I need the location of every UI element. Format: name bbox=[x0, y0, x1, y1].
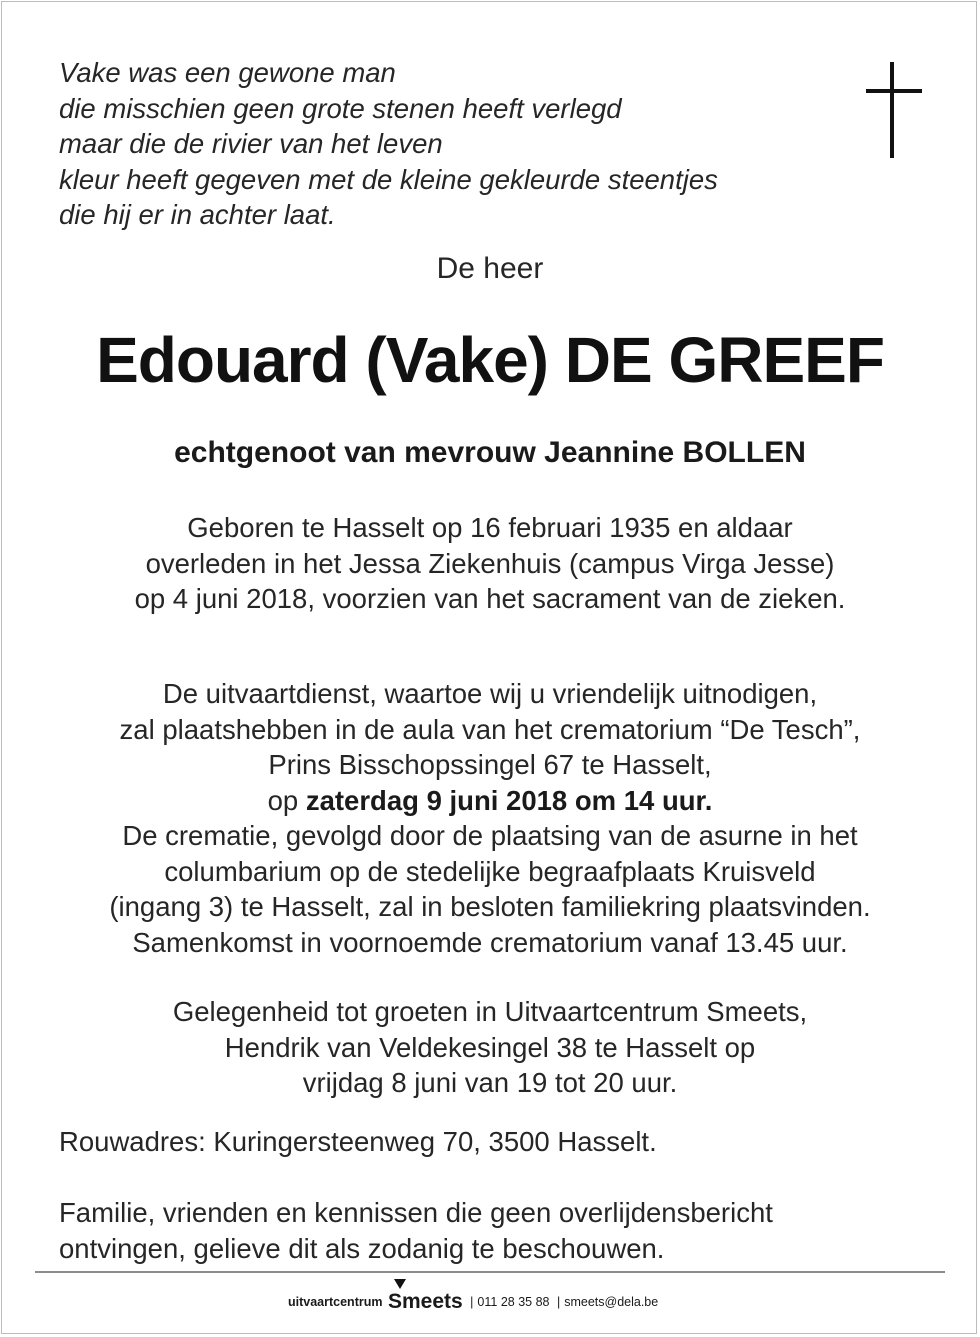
poem-line: die misschien geen grote stenen heeft verlegd bbox=[59, 92, 622, 124]
text-line: Gelegenheid tot groeten in Uitvaartcentrum Smeets, bbox=[172, 996, 808, 1027]
poem-line: maar die de rivier van het leven bbox=[59, 128, 443, 159]
phone: 011 28 35 88 bbox=[477, 1295, 550, 1309]
email[interactable]: smeets@dela.be bbox=[564, 1295, 659, 1309]
poem-line: Vake was een gewone man bbox=[59, 57, 396, 88]
address-line: Rouwadres: Kuringersteenweg 70, 3500 Hasselt. bbox=[59, 1126, 657, 1157]
brand-prefix: uitvaartcentrum bbox=[288, 1295, 383, 1309]
footer bbox=[288, 1290, 658, 1314]
text-line: columbarium op de stedelijke begraafplaats Kruisveld bbox=[164, 855, 816, 887]
text-line: op 4 juni 2018, voorzien van het sacrament van de zieken. bbox=[134, 583, 846, 614]
text-line: zal plaatshebben in de aula van het crematorium “De Tesch”, bbox=[119, 713, 861, 745]
separator: | bbox=[556, 1295, 561, 1309]
text-line: Samenkomst in voornoemde crematorium vanaf 13.45 uur. bbox=[132, 926, 848, 958]
greeting-info bbox=[0, 994, 980, 1101]
cross-icon bbox=[866, 62, 922, 158]
text-line: ontvingen, gelieve dit als zodanig te beschouwen. bbox=[59, 1232, 665, 1264]
text-line: (ingang 3) te Hasselt, zal in besloten familiekring plaatsvinden. bbox=[109, 891, 871, 922]
date-prefix: op bbox=[267, 784, 306, 816]
separator: | bbox=[470, 1295, 474, 1309]
footer-divider bbox=[35, 1271, 945, 1273]
text-line: Geboren te Hasselt op 16 februari 1935 en aldaar bbox=[187, 512, 793, 543]
spouse-line: echtgenoot van mevrouw Jeannine BOLLEN bbox=[174, 436, 806, 469]
text-line: De uitvaartdienst, waartoe wij u vriendelijk uitnodigen, bbox=[162, 678, 818, 709]
text-line: De crematie, gevolgd door de plaatsing van de asurne in het bbox=[122, 820, 858, 851]
text-line: vrijdag 8 juni van 19 tot 20 uur. bbox=[302, 1067, 678, 1098]
poem bbox=[59, 55, 849, 233]
title-prefix: De heer bbox=[436, 252, 544, 285]
text-line: Prins Bisschopssingel 67 te Hasselt, bbox=[268, 749, 712, 780]
poem-line: die hij er in achter laat. bbox=[59, 199, 336, 230]
text-line: overleden in het Jessa Ziekenhuis (campus Virga Jesse) bbox=[145, 547, 835, 579]
service-date-line bbox=[0, 783, 980, 819]
deceased-name: Edouard (Vake) DE GREEF bbox=[96, 324, 884, 396]
birth-death-info bbox=[0, 510, 980, 617]
text-line: Familie, vrienden en kennissen die geen overlijdensbericht bbox=[59, 1197, 773, 1228]
text-line: Hendrik van Veldekesingel 38 te Hasselt op bbox=[224, 1031, 756, 1063]
triangle-down-icon bbox=[394, 1279, 406, 1289]
notice bbox=[59, 1195, 773, 1266]
brand-name: Smeets bbox=[387, 1290, 463, 1313]
service-date: zaterdag 9 juni 2018 om 14 uur. bbox=[305, 784, 713, 816]
poem-line: kleur heeft gegeven met de kleine gekleurde steentjes bbox=[59, 163, 718, 195]
service-info bbox=[0, 676, 980, 960]
mourning-address bbox=[59, 1124, 657, 1160]
